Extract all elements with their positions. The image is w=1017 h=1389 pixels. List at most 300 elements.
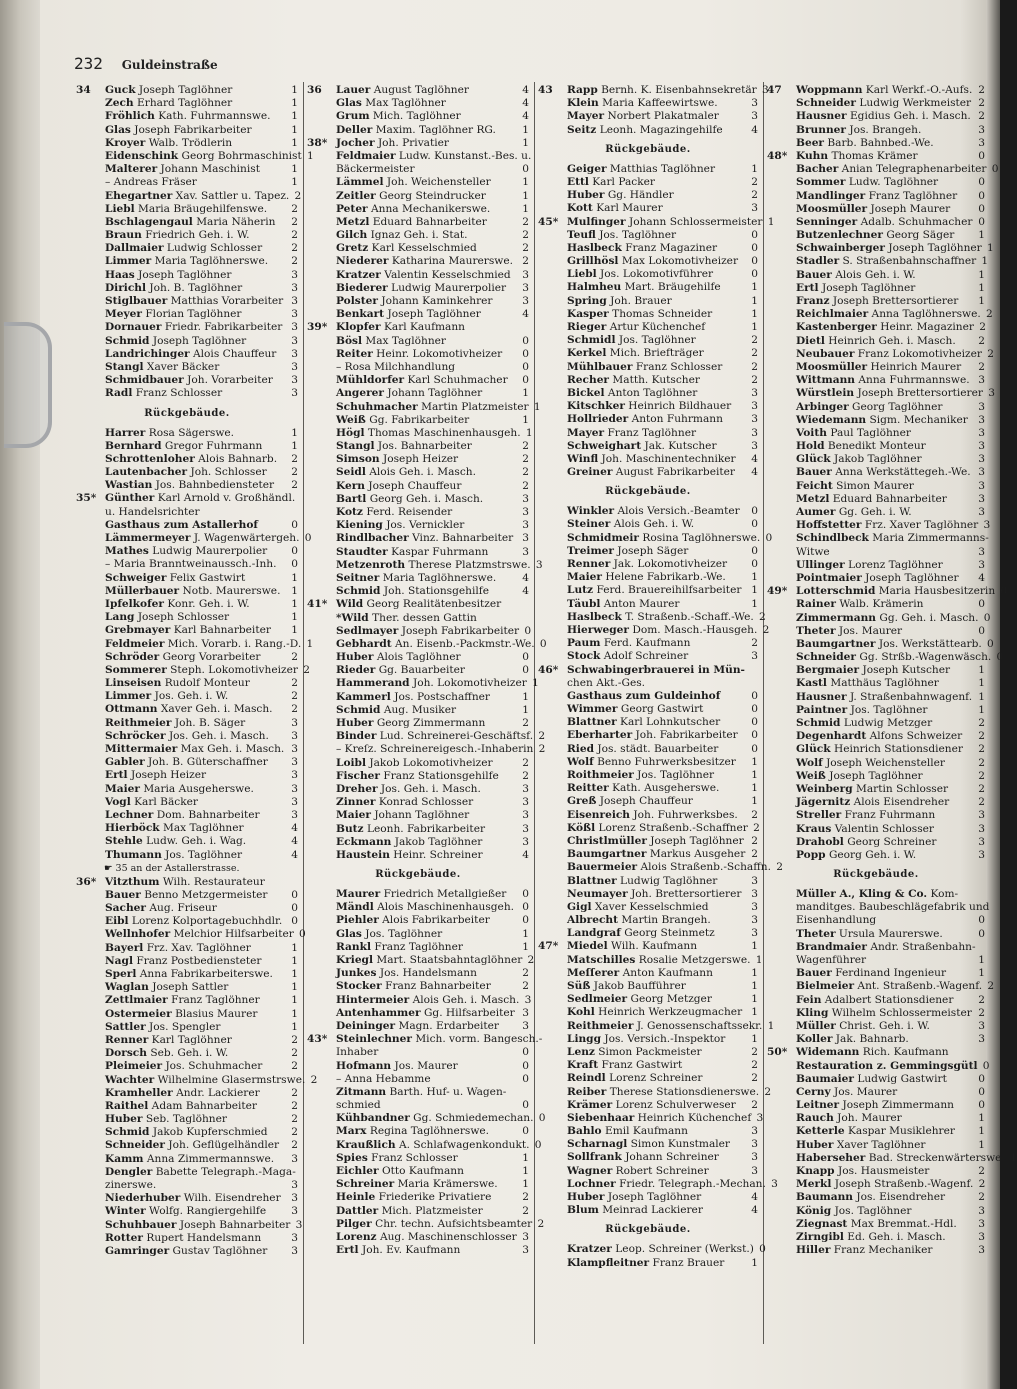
house-number <box>767 387 796 400</box>
resident-name: Seitz <box>567 123 597 136</box>
resident-occupation: Anton Fuhrmann <box>631 413 723 426</box>
floor-number: 2 <box>291 1060 298 1073</box>
resident-text <box>105 124 286 137</box>
binder-clip <box>4 322 52 448</box>
house-number <box>767 849 796 862</box>
directory-entry <box>767 466 985 479</box>
house-number <box>538 954 567 967</box>
resident-name: Guck <box>105 84 136 96</box>
floor-number: 3 <box>978 440 985 453</box>
floor-number: 2 <box>537 1217 545 1230</box>
floor-number: 1 <box>978 677 985 690</box>
directory-entry <box>76 110 298 123</box>
resident-text <box>105 1087 286 1100</box>
floor-number: 1 <box>978 664 985 677</box>
resident-text <box>567 505 746 518</box>
floor-number: 1 <box>291 941 298 954</box>
directory-entry <box>767 190 985 203</box>
floor-number: 3 <box>751 110 758 123</box>
directory-entry <box>307 546 529 559</box>
resident-name: Sommerer <box>105 663 167 676</box>
floor-number: 2 <box>291 690 298 703</box>
directory-entry <box>76 558 298 571</box>
resident-occupation: Wilh. Kaufmann <box>611 940 698 953</box>
resident-occupation: Magn. Erdarbeiter <box>398 1019 499 1032</box>
resident-name: Theter <box>796 927 836 940</box>
resident-text <box>796 783 973 796</box>
resident-name: Senninger <box>796 215 858 228</box>
resident-name: Kiening <box>336 519 383 532</box>
floor-number: 4 <box>522 308 529 321</box>
floor-number: 1 <box>751 993 758 1006</box>
house-number <box>538 176 567 189</box>
resident-text <box>105 137 286 150</box>
house-number <box>767 783 796 796</box>
house-number <box>767 480 796 493</box>
floor-number: 0 <box>991 163 999 176</box>
resident-occupation: Joseph Kutscher <box>862 664 951 677</box>
resident-occupation: Notb. Maurerswe. <box>182 584 281 597</box>
directory-entry <box>307 1152 529 1165</box>
resident-text <box>105 479 286 492</box>
directory-entry <box>76 176 298 189</box>
floor-number: 2 <box>291 1139 298 1152</box>
directory-entry <box>538 84 769 97</box>
resident-occupation: Jakob Lokomotivheizer <box>369 756 493 769</box>
resident-name: Mayer <box>567 110 605 123</box>
floor-number <box>989 901 1001 914</box>
resident-occupation: Chr. techn. Aufsichtsbeamter <box>375 1217 533 1230</box>
resident-text <box>567 281 746 294</box>
house-number <box>307 770 336 783</box>
resident-occupation: Max Taglöhner <box>365 97 446 110</box>
resident-occupation: Jos. Bahnarbeiter <box>377 440 472 453</box>
resident-name: Ertl <box>105 769 128 782</box>
resident-text <box>105 1166 296 1179</box>
resident-text <box>796 1060 978 1073</box>
floor-number: 2 <box>978 84 985 96</box>
resident-occupation: Simon Maurer <box>836 479 914 492</box>
resident-occupation: Heinrich Werkzeugmacher <box>598 1006 743 1019</box>
floor-number: 2 <box>758 610 766 623</box>
house-number: 43 <box>538 84 553 96</box>
house-number <box>76 1034 105 1047</box>
directory-entry <box>76 690 298 703</box>
resident-name: Kammerl <box>336 690 391 703</box>
resident-occupation: Kath. Fuhrmannswe. <box>158 110 271 123</box>
resident-name: Brunner <box>796 123 846 136</box>
house-number <box>307 387 336 400</box>
resident-name: Jocher <box>336 136 375 149</box>
resident-occupation: Witwe <box>796 545 830 558</box>
resident-text <box>105 598 286 611</box>
resident-name: Kastenberger <box>796 321 877 334</box>
house-number <box>538 927 567 940</box>
resident-text <box>796 717 973 730</box>
resident-occupation: Franz Schlosser <box>135 387 223 400</box>
resident-occupation: Xav. Sattler u. Tapez. <box>175 189 290 202</box>
floor-number: 2 <box>522 229 529 242</box>
resident-text <box>105 427 286 440</box>
house-number <box>767 994 796 1007</box>
directory-entry <box>767 269 985 282</box>
house-number <box>76 690 105 703</box>
directory-entry <box>307 190 529 203</box>
resident-occupation: Ludwig Gastwirt <box>857 1072 947 1085</box>
resident-text <box>567 598 746 611</box>
resident-name: Meſſerer <box>567 966 620 979</box>
directory-entry <box>76 124 298 137</box>
resident-text <box>336 216 517 229</box>
floor-number: 0 <box>522 888 529 901</box>
resident-occupation: Helene Fabrikarb.-We. <box>605 571 726 584</box>
house-number: 34 <box>76 84 91 96</box>
directory-entry <box>307 901 529 914</box>
resident-name: Klein <box>567 97 599 110</box>
resident-name: Polster <box>336 295 378 307</box>
resident-name: Piehler <box>336 914 379 927</box>
directory-entry <box>538 610 766 624</box>
resident-name: Dietl <box>796 334 825 347</box>
floor-number: 1 <box>522 123 529 136</box>
house-number <box>767 440 796 453</box>
resident-occupation: Alois Taglöhner <box>376 651 461 664</box>
directory-entry <box>76 994 298 1007</box>
resident-occupation: Joh. Ev. Kaufmann <box>361 1244 461 1257</box>
directory-entry <box>538 1099 758 1112</box>
resident-name: Lämmermeyer <box>105 532 191 544</box>
house-number <box>307 1165 336 1178</box>
floor-number <box>746 677 758 690</box>
floor-number: 1 <box>751 1006 758 1019</box>
resident-occupation: Jos. Geh. i. W. <box>154 690 229 703</box>
resident-name: Albrecht <box>567 914 619 927</box>
house-number <box>76 124 105 137</box>
resident-occupation: Joh. Brettersortierer <box>631 887 742 900</box>
resident-name: Kohl <box>567 1006 595 1019</box>
resident-name: Haslbeck <box>567 610 622 623</box>
resident-occupation: Alois Geh. i. W. <box>613 518 695 531</box>
directory-entry <box>76 663 310 677</box>
directory-entry <box>307 954 535 967</box>
floor-number: 0 <box>522 1072 529 1085</box>
directory-entry <box>76 598 298 611</box>
resident-occupation: Adam Bahnarbeiter <box>151 1099 257 1112</box>
house-number <box>76 1232 105 1245</box>
resident-text <box>336 901 517 914</box>
floor-number: 3 <box>291 1152 298 1165</box>
resident-text <box>105 822 286 835</box>
resident-name: Grillhösl <box>567 255 619 268</box>
resident-name: Winfl <box>567 452 599 465</box>
resident-occupation: Valentin Kesselschmied <box>384 268 511 281</box>
house-number <box>767 638 796 651</box>
house-number <box>76 282 105 295</box>
resident-name: Stock <box>567 650 601 663</box>
floor-number <box>286 506 298 519</box>
directory-entry <box>307 295 529 308</box>
floor-number: 1 <box>755 953 763 966</box>
resident-name: Ried <box>567 742 594 755</box>
resident-text <box>105 150 302 163</box>
resident-name: Haustein <box>336 848 390 861</box>
resident-text <box>336 914 517 927</box>
house-number <box>767 97 796 110</box>
floor-number: 3 <box>291 1205 298 1218</box>
resident-occupation: Friedr. Fabrikarbeiter <box>164 321 283 334</box>
resident-text <box>567 743 746 756</box>
resident-occupation: Franz Gastwirt <box>601 1059 683 1072</box>
resident-name: Lotterschmid <box>796 585 876 598</box>
resident-name: Winter <box>105 1205 146 1218</box>
resident-occupation: Konr. Geh. i. W. <box>167 597 250 610</box>
resident-text <box>567 176 746 189</box>
resident-text <box>336 994 519 1007</box>
directory-entry <box>307 585 529 598</box>
house-number <box>307 295 336 308</box>
floor-number: 0 <box>751 268 758 281</box>
house-number <box>767 427 796 440</box>
house-number <box>767 704 796 717</box>
directory-entry <box>538 400 758 413</box>
directory-entry <box>767 414 985 427</box>
resident-text <box>796 1218 973 1231</box>
floor-number: 2 <box>291 255 298 268</box>
house-number <box>767 664 796 677</box>
house-number <box>76 1060 105 1073</box>
floor-number: 0 <box>751 716 758 729</box>
floor-number: 1 <box>291 1020 298 1033</box>
resident-text <box>796 110 973 123</box>
resident-text <box>336 1244 517 1257</box>
resident-occupation: Alois Geh. i. Masch. <box>369 466 476 479</box>
resident-occupation: Georg Steindrucker <box>379 189 486 202</box>
resident-text <box>796 1152 1005 1165</box>
resident-occupation: Jos. Bahnbediensteter <box>155 479 275 492</box>
house-number <box>76 809 105 822</box>
house-number <box>538 295 567 308</box>
house-number <box>538 229 567 242</box>
resident-occupation: Joseph Taglöhner <box>607 1191 702 1203</box>
resident-text <box>336 1191 517 1204</box>
floor-number: 2 <box>522 717 529 729</box>
resident-name: Harrer <box>105 426 146 439</box>
floor-number: 0 <box>751 255 758 268</box>
column-divider <box>534 82 535 1344</box>
resident-occupation: Karl Werkf.-O.-Aufs. <box>865 84 973 96</box>
floor-number: 1 <box>751 1256 758 1269</box>
resident-name: Liebl <box>567 268 597 281</box>
directory-entry <box>76 1139 298 1152</box>
directory-entry <box>538 848 758 861</box>
resident-name: Ostermeier <box>105 1007 172 1020</box>
resident-text <box>105 1192 286 1205</box>
resident-occupation: Eduard Bahnarbeiter <box>372 215 487 228</box>
house-number <box>76 348 105 361</box>
floor-number: 3 <box>751 900 758 913</box>
floor-number: 2 <box>291 479 298 492</box>
floor-number: 2 <box>522 1204 529 1217</box>
directory-entry <box>307 980 529 993</box>
house-number <box>307 914 336 927</box>
directory-entry <box>307 572 529 585</box>
directory-entry <box>76 889 298 902</box>
house-number <box>767 1112 796 1125</box>
house-number <box>538 1059 567 1072</box>
directory-entry <box>538 743 758 756</box>
resident-name: Mühldorfer <box>336 374 405 387</box>
house-number <box>76 255 105 268</box>
resident-occupation: T. Straßenb.-Schaff.-We. <box>625 610 754 623</box>
resident-text <box>105 703 286 716</box>
resident-text <box>336 255 517 268</box>
resident-text <box>567 466 746 479</box>
resident-occupation: Regina Taglöhnerswe. <box>369 1125 490 1138</box>
resident-text <box>796 1231 973 1244</box>
resident-text <box>336 308 517 321</box>
directory-entry <box>307 1178 529 1191</box>
directory-entry <box>307 440 529 453</box>
house-number <box>76 479 105 492</box>
resident-name: Schmidbauer <box>105 374 184 387</box>
resident-occupation: Karl Maurer <box>596 202 663 215</box>
directory-entry <box>76 1047 298 1060</box>
directory-entry <box>767 572 985 585</box>
floor-number: 2 <box>522 453 529 466</box>
resident-occupation: August Fabrikarbeiter <box>615 466 735 479</box>
resident-occupation: Gg. Strßb.-Wagenwäsch. <box>859 651 992 664</box>
resident-text <box>567 308 746 321</box>
resident-occupation: Joseph Sattler <box>152 981 229 994</box>
resident-text <box>105 743 286 756</box>
directory-entry <box>307 664 529 677</box>
floor-number: 0 <box>996 651 1004 664</box>
resident-occupation: Martin Schlosser <box>856 782 949 795</box>
resident-name: Eckmann <box>336 835 392 848</box>
resident-name: Gigl <box>567 900 592 913</box>
resident-text <box>796 295 973 308</box>
resident-occupation: Andr. Lackierer <box>176 1086 260 1099</box>
resident-text <box>796 809 973 822</box>
resident-name: Stehle <box>105 835 143 848</box>
resident-name: Ertl <box>336 1244 359 1257</box>
directory-entry <box>767 440 985 453</box>
resident-name: Bickel <box>567 386 605 399</box>
resident-occupation: Therese Stationsdienerswe. <box>609 1085 760 1098</box>
floor-number: 2 <box>291 229 298 242</box>
directory-entry <box>76 955 298 968</box>
floor-number: 2 <box>978 334 985 347</box>
resident-text <box>336 150 531 163</box>
directory-column-2 <box>307 84 547 1257</box>
resident-name: Kühbandner <box>336 1112 410 1125</box>
floor-number: 2 <box>522 756 529 769</box>
resident-occupation: Anton Maurer <box>603 597 680 610</box>
resident-name: Merkl <box>796 1178 832 1191</box>
directory-entry <box>538 268 758 281</box>
resident-text <box>105 915 286 928</box>
resident-text <box>567 954 751 967</box>
resident-name: Schneider <box>796 651 856 664</box>
resident-name: Hiller <box>796 1244 831 1257</box>
directory-entry <box>76 519 298 532</box>
resident-occupation: Joh. B. Taglöhner <box>149 281 243 294</box>
resident-text <box>567 1138 746 1151</box>
floor-number: 3 <box>751 97 758 110</box>
resident-name: Ehegartner <box>105 189 173 202</box>
resident-text <box>105 1179 286 1192</box>
directory-entry <box>767 347 994 361</box>
house-number <box>76 598 105 611</box>
resident-text <box>336 242 517 255</box>
directory-entry <box>538 97 758 110</box>
resident-occupation: Norbert Plakatmaler <box>607 110 719 123</box>
floor-number: 0 <box>522 360 529 373</box>
house-number <box>767 229 796 242</box>
directory-entry <box>538 598 758 611</box>
house-number <box>76 572 105 585</box>
floor-number: 3 <box>291 321 298 334</box>
resident-text <box>336 480 517 493</box>
house-number <box>538 782 567 795</box>
house-number <box>767 941 796 954</box>
floor-number: 3 <box>291 795 298 808</box>
directory-entry <box>767 625 985 638</box>
floor-number: 3 <box>522 1019 529 1032</box>
floor-number: 1 <box>522 176 529 189</box>
house-number <box>767 1218 796 1231</box>
directory-entry <box>767 796 985 809</box>
resident-occupation: Wilh. Restaurateur <box>162 875 265 888</box>
directory-entry <box>76 269 298 282</box>
resident-name: Lenz <box>567 1045 595 1058</box>
resident-text <box>336 414 517 427</box>
resident-occupation: Ed. Geh. i. Masch. <box>847 1230 946 1243</box>
floor-number: 2 <box>751 1045 758 1058</box>
resident-name: Stangl <box>105 360 144 373</box>
floor-number: 2 <box>522 479 529 492</box>
directory-entry <box>307 612 529 625</box>
house-number <box>307 466 336 479</box>
floor-number: 1 <box>522 1178 529 1191</box>
house-number <box>76 269 105 282</box>
directory-column-4 <box>767 84 1017 1257</box>
floor-number: 2 <box>751 808 758 821</box>
resident-name: Sedlmayer <box>336 624 399 637</box>
house-number <box>307 757 336 770</box>
floor-number: 2 <box>764 1085 772 1098</box>
resident-occupation: Joh. Fuhrwerksbes. <box>633 808 738 821</box>
floor-number: 1 <box>978 1112 985 1125</box>
resident-occupation: Frz. Xav. Taglöhner <box>146 941 251 954</box>
resident-occupation: Joh. Weichensteller <box>386 176 491 189</box>
directory-entry <box>307 321 529 334</box>
directory-entry <box>76 374 298 387</box>
floor-number: 1 <box>981 255 989 268</box>
resident-name: Sacher <box>105 902 146 915</box>
house-number <box>76 321 105 334</box>
floor-number: 3 <box>291 1179 298 1191</box>
house-number <box>307 612 336 625</box>
house-number <box>307 625 336 638</box>
resident-occupation: Joh. B. Säger <box>174 716 246 729</box>
resident-occupation: Ferd. Kaufmann <box>603 637 691 650</box>
resident-text <box>567 940 746 953</box>
floor-number: 2 <box>978 769 985 782</box>
directory-entry <box>307 493 529 506</box>
resident-name: Dreher <box>336 782 378 795</box>
resident-occupation: Alois Bahnarb. <box>198 452 278 465</box>
